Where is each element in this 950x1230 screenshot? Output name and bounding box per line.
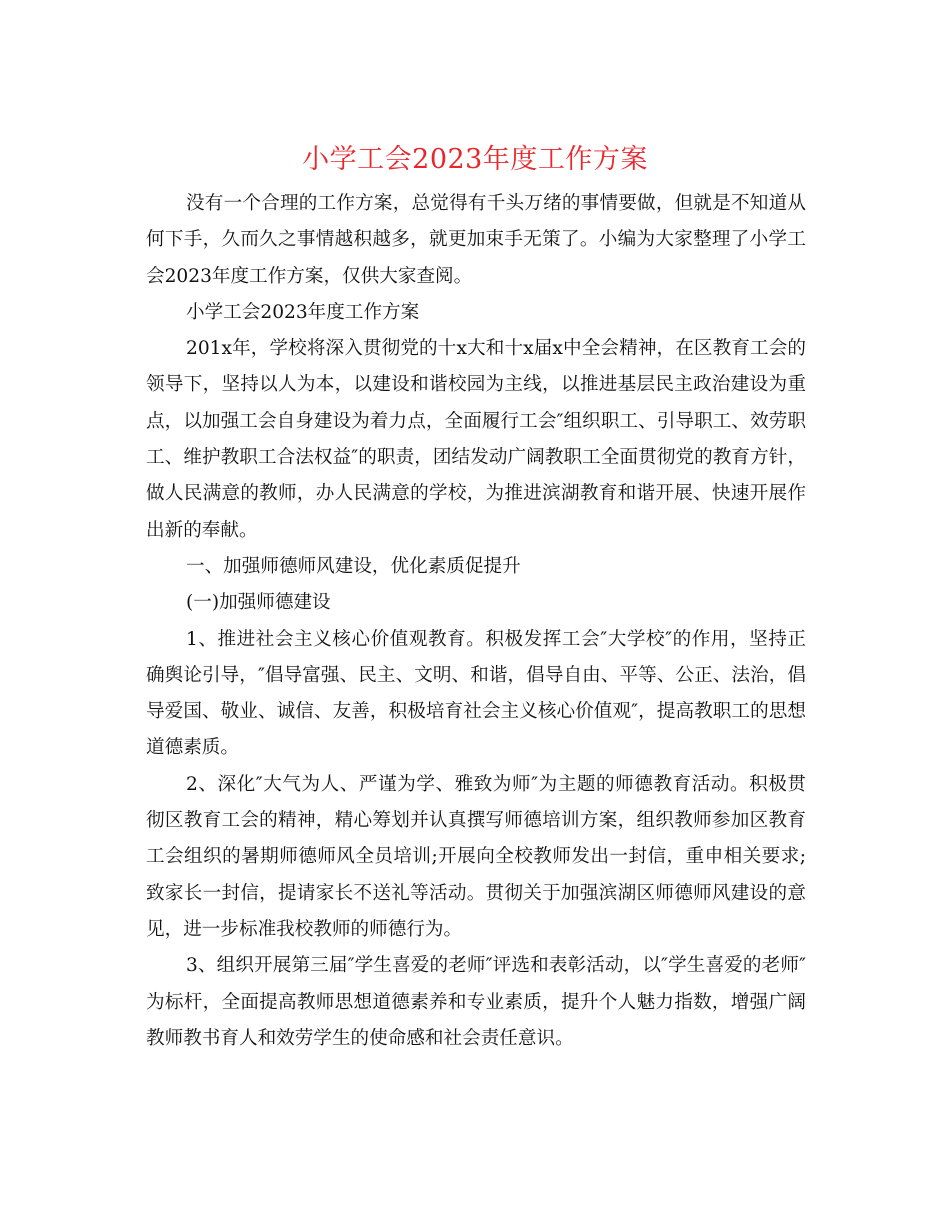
document-body — [146, 186, 806, 1057]
paragraph-item-2: 2、深化″大气为人、严谨为学、雅致为师″为主题的师德教育活动。积极贯彻区教育工会的精神，精心筹划并认真撰写师德培训方案，组织教师参加区教育工会组织的暑期师德师风全员培训;开展向全校教师发出一封信，重申相关要求;致家长一封信，提请家长不送礼等活动。贯彻关于加强滨湖区师德师风建设的意见，进一步标准我校教师的师德行为。 — [146, 773, 806, 940]
document-title: 小学工会2023年度工作方案 — [302, 144, 648, 175]
section-heading-1: 一、加强师德师风建设，优化素质促提升 — [185, 555, 521, 577]
paragraph-item-1: 1、推进社会主义核心价值观教育。积极发挥工会″大学校″的作用，坚持正确舆论引导，″倡导富强、民主、文明、和谐，倡导自由、平等、公正、法治，倡导爱国、敬业、诚信、友善，积极培育社会主义核心价值观″，提高教职工的思想道德素质。 — [146, 628, 806, 759]
paragraph-item-3: 3、组织开展第三届″学生喜爱的老师″评选和表彰活动，以″学生喜爱的老师″为标杆，全面提高教师思想道德素养和专业素质，提升个人魅力指数，增强广阔教师教书育人和效劳学生的使命感和社会责任意识。 — [146, 955, 806, 1049]
paragraph-subtitle: 小学工会2023年度工作方案 — [185, 301, 420, 323]
paragraph-intro: 没有一个合理的工作方案，总觉得有千头万绪的事情要做，但就是不知道从何下手，久而久之事情越积越多，就更加束手无策了。小编为大家整理了小学工会2023年度工作方案，仅供大家查阅。 — [146, 193, 806, 287]
subsection-heading-1: (一)加强师德建设 — [185, 592, 331, 614]
paragraph-overview: 201x年，学校将深入贯彻党的十x大和十x届x中全会精神，在区教育工会的领导下，坚持以人为本，以建设和谐校园为主线，以推进基层民主政治建设为重点，以加强工会自身建设为着力点，全面履行工会″组织职工、引导职工、效劳职工、维护教职工合法权益″的职责，团结发动广阔教职工全面贯彻党的教育方针，做人民满意的教师，办人民满意的学校，为推进滨湖教育和谐开展、快速开展作出新的奉献。 — [146, 338, 806, 541]
